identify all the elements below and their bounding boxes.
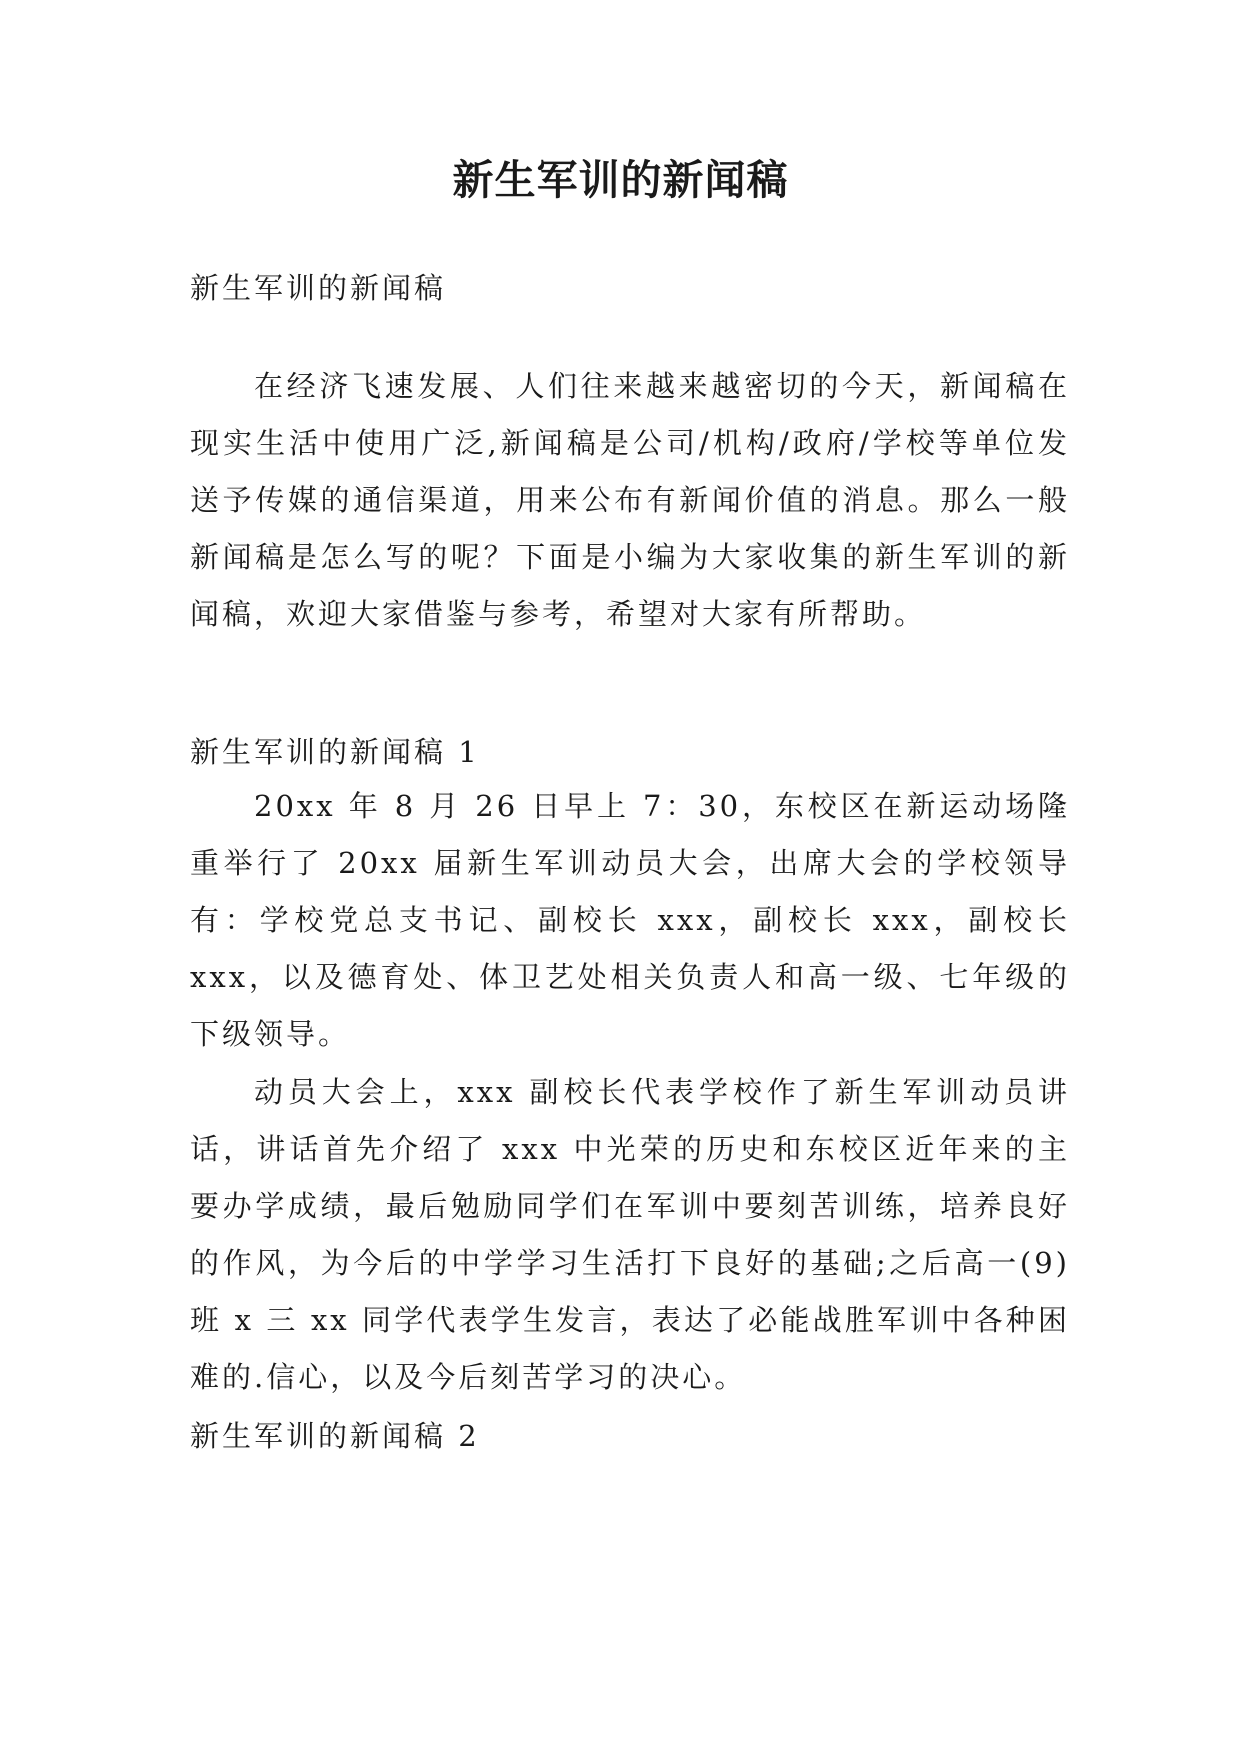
section-1-paragraph-1: 20xx 年 8 月 26 日早上 7：30，东校区在新运动场隆重举行了 20xx 届新生军训动员大会，出席大会的学校领导有：学校党总支书记、副校长 xxx，副校长 xxx，副校长 xxx，以及德育处、体卫艺处相关负责人和高一级、七年级的下级领导。 [190, 789, 1070, 1051]
intro-paragraph: 在经济飞速发展、人们往来越来越密切的今天，新闻稿在现实生活中使用广泛,新闻稿是公司/机构/政府/学校等单位发送予传媒的通信渠道，用来公布有新闻价值的消息。那么一般新闻稿是怎么写的呢？下面是小编为大家收集的新生军训的新闻稿，欢迎大家借鉴与参考，希望对大家有所帮助。 [190, 369, 1070, 631]
section-1-paragraph-2: 动员大会上，xxx 副校长代表学校作了新生军训动员讲话，讲话首先介绍了 xxx 中光荣的历史和东校区近年来的主要办学成绩，最后勉励同学们在军训中要刻苦训练，培养良好的作风，为今后的中学学习生活打下良好的基础;之后高一(9)班 x 三 xx 同学代表学生发言，表达了必能战胜军训中各种困难的.信心，以及今后刻苦学习的决心。 [190, 1075, 1070, 1394]
section-2-heading: 新生军训的新闻稿 2 [190, 1419, 480, 1453]
document-title: 新生军训的新闻稿 [452, 156, 789, 204]
section-1-heading: 新生军训的新闻稿 1 [190, 735, 480, 769]
document-subtitle: 新生军训的新闻稿 [190, 271, 447, 305]
